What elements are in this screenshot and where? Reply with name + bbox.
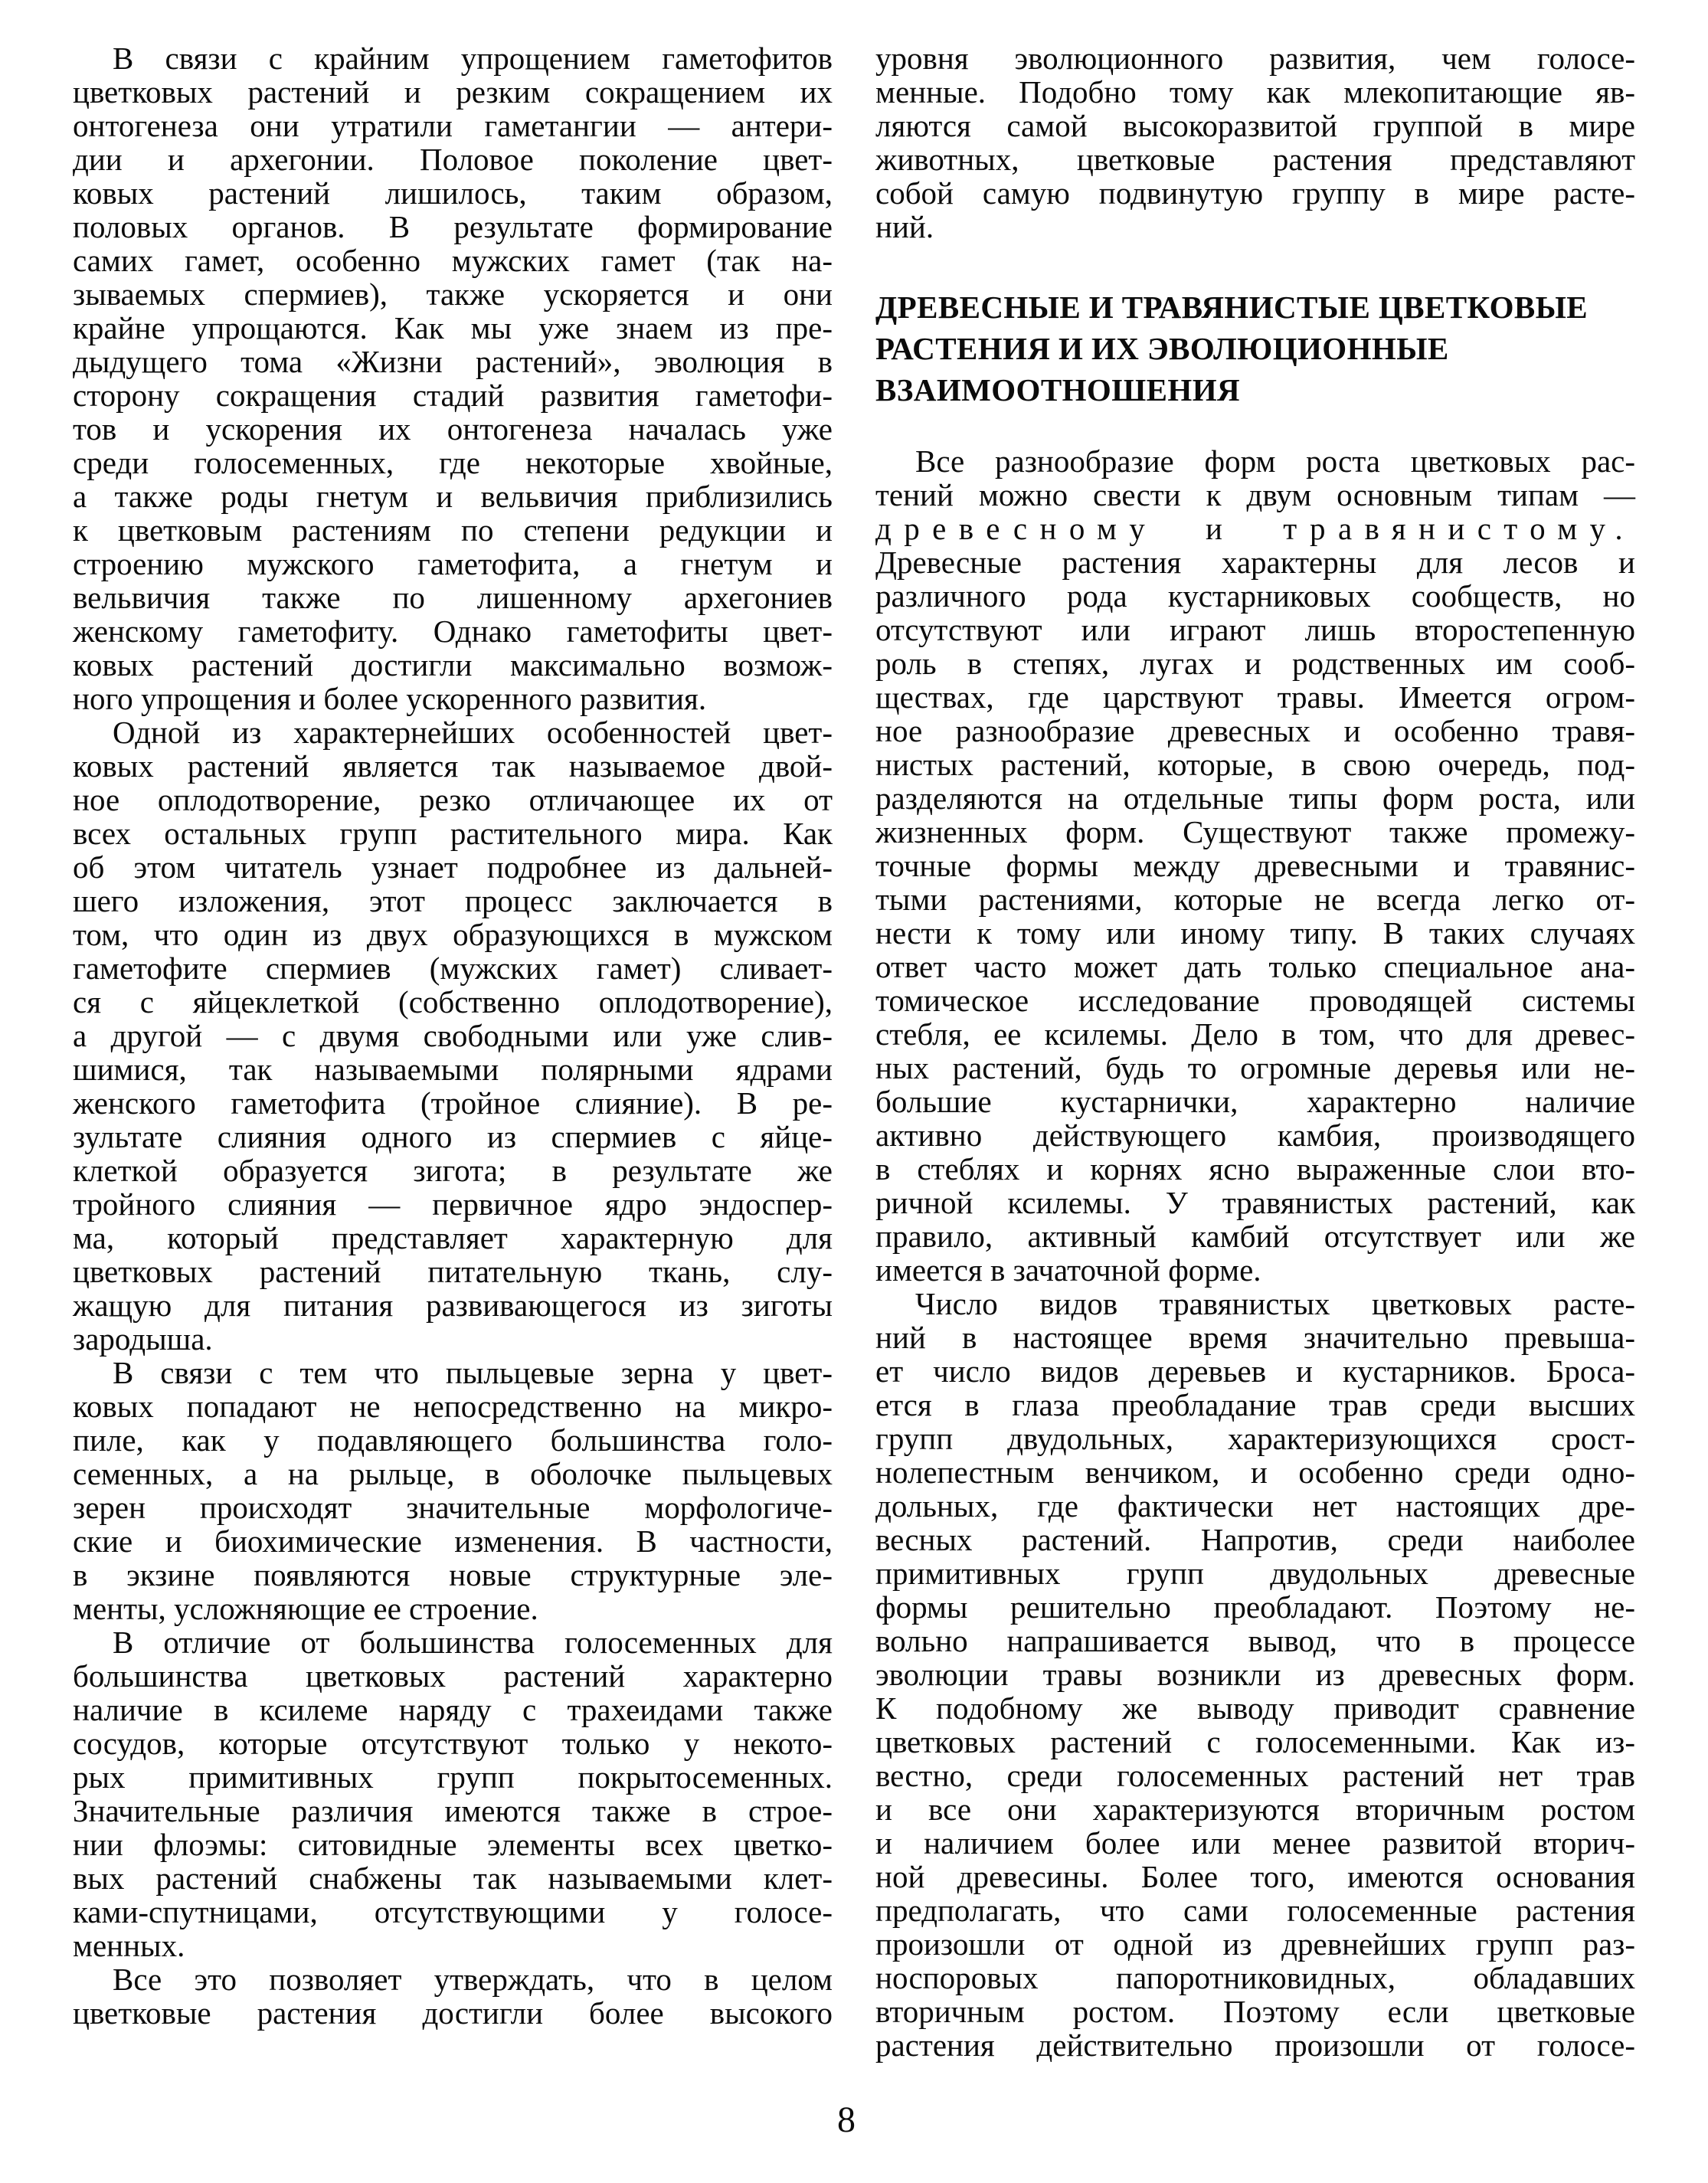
text-line: ляются самой высокоразвитой группой в мире [875, 108, 1635, 143]
text-line: а другой — с двумя свободными или уже слив- [73, 1018, 833, 1053]
text-line: половых органов. В результате формирование [73, 209, 833, 244]
left-column [73, 41, 833, 2062]
paragraph [73, 715, 833, 1356]
text-line: групп двудольных, характеризующихся срост- [875, 1421, 1635, 1456]
text-line: отсутствуют или играют лишь второстепенную [875, 612, 1635, 647]
text-line: ных растений, будь то огромные деревья или не- [875, 1050, 1635, 1085]
text-line: большие кустарнички, характерно наличие [875, 1084, 1635, 1119]
text-line: различного рода кустарниковых сообществ, но [875, 578, 1635, 614]
text-line: ками-спутницами, отсутствующими у голосе- [73, 1894, 833, 1929]
text-line: Древесные растения характерны для лесов и [875, 545, 1635, 580]
text-line: гаметофите спермиев (мужских гамет) сливает- [73, 951, 833, 986]
text-line: самих гамет, особенно мужских гамет (так на- [73, 243, 833, 278]
heading-line: ВЗАИМООТНОШЕНИЯ [875, 372, 1241, 407]
text-line: ное оплодотворение, резко отличающее их от [73, 782, 833, 817]
text-line: вестно, среди голосеменных растений нет трав [875, 1758, 1635, 1793]
text-columns [73, 41, 1635, 2062]
text-line: в экзине появляются новые структурные эле- [73, 1557, 833, 1592]
text-line: и все они характеризуются вторичным ростом [875, 1792, 1635, 1827]
text-line: зерен происходят значительные морфологиче- [73, 1490, 833, 1525]
text-line: роль в степях, лугах и родственных им сооб- [875, 646, 1635, 681]
text-line: произошли от одной из древнейших групп раз- [875, 1926, 1635, 1962]
text-line: клеткой образуется зигота; в результате же [73, 1153, 833, 1188]
text-line: шего изложения, этот процесс заключается в [73, 883, 833, 918]
paragraph [875, 444, 1635, 1287]
text-line: весных растений. Напротив, среди наиболее [875, 1522, 1635, 1557]
text-line: Значительные различия имеются также в строе- [73, 1793, 833, 1828]
text-line: дольных, где фактически нет настоящих дре- [875, 1488, 1635, 1524]
text-line: примитивных групп двудольных древесные [875, 1556, 1635, 1591]
text-line: Число видов травянистых цветковых расте- [915, 1286, 1635, 1321]
text-line: сторону сокращения стадий развития гаметофи- [73, 378, 833, 413]
text-line: всех остальных групп растительного мира. Как [73, 816, 833, 851]
text-line: ний в настоящее время значительно превыша- [875, 1320, 1635, 1355]
text-line: ковых растений достигли максимально возмож- [73, 647, 833, 682]
text-line: строению мужского гаметофита, а гнетум и [73, 546, 833, 581]
text-line: рых примитивных групп покрытосеменных. [73, 1759, 833, 1795]
text-line: ковых растений лишилось, таким образом, [73, 175, 833, 211]
section-heading [875, 286, 1635, 411]
text-line: Все разнообразие форм роста цветковых рас- [915, 443, 1635, 479]
text-line: нии флоэмы: ситовидные элементы всех цветко- [73, 1827, 833, 1862]
text-line: ответ часто может дать только специальное ана- [875, 949, 1635, 984]
text-line: зультате слияния одного из спермиев с яйце- [73, 1119, 833, 1154]
text-line: Одной из характернейших особенностей цвет- [113, 715, 833, 750]
text-line: уровня эволюционного развития, чем голосе- [875, 41, 1635, 76]
text-line: дии и архегонии. Половое поколение цвет- [73, 142, 833, 177]
text-line: и наличием более или менее развитой вторич- [875, 1825, 1635, 1861]
text-line: ется в глаза преобладание трав среди высших [875, 1387, 1635, 1422]
text-line: цветковых растений питательную ткань, слу- [73, 1254, 833, 1289]
text-line: тений можно свести к двум основным типам — [875, 477, 1635, 512]
text-line: вельвичия также по лишенному архегониев [73, 580, 833, 615]
text-line: зародыша. [73, 1321, 213, 1357]
text-line: ний. [875, 209, 934, 244]
text-line: тов и ускорения их онтогенеза началась уже [73, 411, 833, 447]
text-line: менты, усложняющие ее строение. [73, 1591, 538, 1626]
text-line: ществах, где царствуют травы. Имеется огром- [875, 679, 1635, 715]
heading-line: РАСТЕНИЯ И ИХ ЭВОЛЮЦИОННЫЕ [875, 331, 1449, 366]
paragraph [73, 1962, 833, 2030]
text-line: менные. Подобно тому как млекопитающие яв- [875, 74, 1635, 110]
right-column [875, 41, 1635, 2062]
text-line: к цветковым растениям по степени редукции и [73, 512, 833, 548]
text-line: шимися, так называемыми полярными ядрами [73, 1052, 833, 1087]
text-line: вольно напрашивается вывод, что в процессе [875, 1623, 1635, 1658]
text-line: В связи с тем что пыльцевые зерна у цвет- [113, 1355, 833, 1390]
text-line: цветковые растения достигли более высокого [73, 1995, 833, 2031]
text-line: Все это позволяет утверждать, что в целом [113, 1962, 833, 1997]
text-line: животных, цветковые растения представляют [875, 142, 1635, 177]
text-line: в стеблях и корнях ясно выраженные слои вто- [875, 1151, 1635, 1186]
text-line: томическое исследование проводящей системы [875, 983, 1635, 1018]
paragraph [73, 1356, 833, 1625]
text-line: вых растений снабжены так называемыми клет- [73, 1861, 833, 1896]
paragraph [875, 41, 1635, 244]
text-line: ное разнообразие древесных и особенно травя- [875, 713, 1635, 748]
text-line: наличие в ксилеме наряду с трахеидами также [73, 1692, 833, 1727]
text-line: стебля, ее ксилемы. Дело в том, что для древес- [875, 1016, 1635, 1052]
text-line: жизненных форм. Существуют также промежу- [875, 814, 1635, 849]
text-line: нистых растений, которые, в свою очередь, под- [875, 747, 1635, 782]
text-line: правило, активный камбий отсутствует или же [875, 1219, 1635, 1254]
text-line: семенных, а на рыльце, в оболочке пыльцевых [73, 1456, 833, 1491]
text-line: В связи с крайним упрощением гаметофитов [113, 41, 833, 76]
text-line: разделяются на отдельные типы форм роста, или [875, 781, 1635, 816]
page-number: 8 [837, 2100, 856, 2140]
paragraph [875, 1287, 1635, 2062]
text-line: вторичным ростом. Поэтому если цветковые [875, 1994, 1635, 2029]
text-line: В отличие от большинства голосеменных для [113, 1625, 833, 1660]
text-line: ной древесины. Более того, имеются основания [875, 1859, 1635, 1894]
text-line: формы решительно преобладают. Поэтому не- [875, 1589, 1635, 1625]
text-line: крайне упрощаются. Как мы уже знаем из пре- [73, 310, 833, 345]
text-line: ся с яйцеклеткой (собственно оплодотворение), [73, 984, 833, 1019]
text-line: ские и биохимические изменения. В частности, [73, 1524, 833, 1559]
text-line: нолепестным венчиком, и особенно среди одно- [875, 1455, 1635, 1490]
text-line: предполагать, что сами голосеменные растения [875, 1893, 1635, 1928]
text-line: ма, который представляет характерную для [73, 1220, 833, 1255]
text-line: эволюции травы возникли из древесных форм. [875, 1657, 1635, 1692]
text-line: ет число видов деревьев и кустарников. Броса- [875, 1353, 1635, 1389]
text-line: нести к тому или иному типу. В таких случаях [875, 915, 1635, 951]
text-line: ковых растений является так называемое двой- [73, 748, 833, 784]
text-line: растения действительно произошли от голосе- [875, 2028, 1635, 2063]
text-line: сосудов, которые отсутствуют только у некото- [73, 1726, 833, 1761]
paragraph [73, 41, 833, 715]
text-line: цветковых растений и резким сокращением их [73, 74, 833, 110]
text-line: имеется в зачаточной форме. [875, 1252, 1261, 1288]
text-line: большинства цветковых растений характерно [73, 1658, 833, 1694]
text-line: ного упрощения и более ускоренного развития. [73, 681, 707, 716]
text-line: носпоровых папоротниковидных, обладавших [875, 1960, 1635, 1995]
text-line: менных. [73, 1928, 185, 1963]
text-line: ковых попадают не непосредственно на микро- [73, 1389, 833, 1424]
text-line: среди голосеменных, где некоторые хвойные, [73, 445, 833, 480]
text-line: женского гаметофита (тройное слияние). В ре- [73, 1085, 833, 1121]
text-line: древесному и травянистому. [875, 511, 1635, 546]
text-line: дыдущего тома «Жизни растений», эволюция в [73, 344, 833, 379]
text-line: собой самую подвинутую группу в мире расте- [875, 175, 1635, 211]
text-line: пиле, как у подавляющего большинства голо- [73, 1422, 833, 1458]
paragraph [73, 1625, 833, 1962]
text-line: а также роды гнетум и вельвичия приблизились [73, 479, 833, 514]
text-line: точные формы между древесными и травянис- [875, 848, 1635, 883]
text-line: женскому гаметофиту. Однако гаметофиты цвет- [73, 614, 833, 649]
text-line: зываемых спермиев), также ускоряется и они [73, 277, 833, 312]
heading-line: ДРЕВЕСНЫЕ И ТРАВЯНИСТЫЕ ЦВЕТКОВЫЕ [875, 290, 1589, 325]
text-line: тыми растениями, которые не всегда легко от- [875, 882, 1635, 917]
text-line: цветковых растений с голосеменными. Как из- [875, 1724, 1635, 1759]
text-line: тройного слияния — первичное ядро эндоспер- [73, 1186, 833, 1222]
text-line: жащую для питания развивающегося из зиготы [73, 1288, 833, 1323]
text-line: активно действующего камбия, производящего [875, 1118, 1635, 1153]
text-line: онтогенеза они утратили гаметангии — антери- [73, 108, 833, 143]
text-line: том, что один из двух образующихся в мужском [73, 917, 833, 952]
text-line: К подобному же выводу приводит сравнение [875, 1690, 1635, 1726]
text-line: ричной ксилемы. У травянистых растений, как [875, 1185, 1635, 1220]
text-line: об этом читатель узнает подробнее из дальней- [73, 849, 833, 885]
